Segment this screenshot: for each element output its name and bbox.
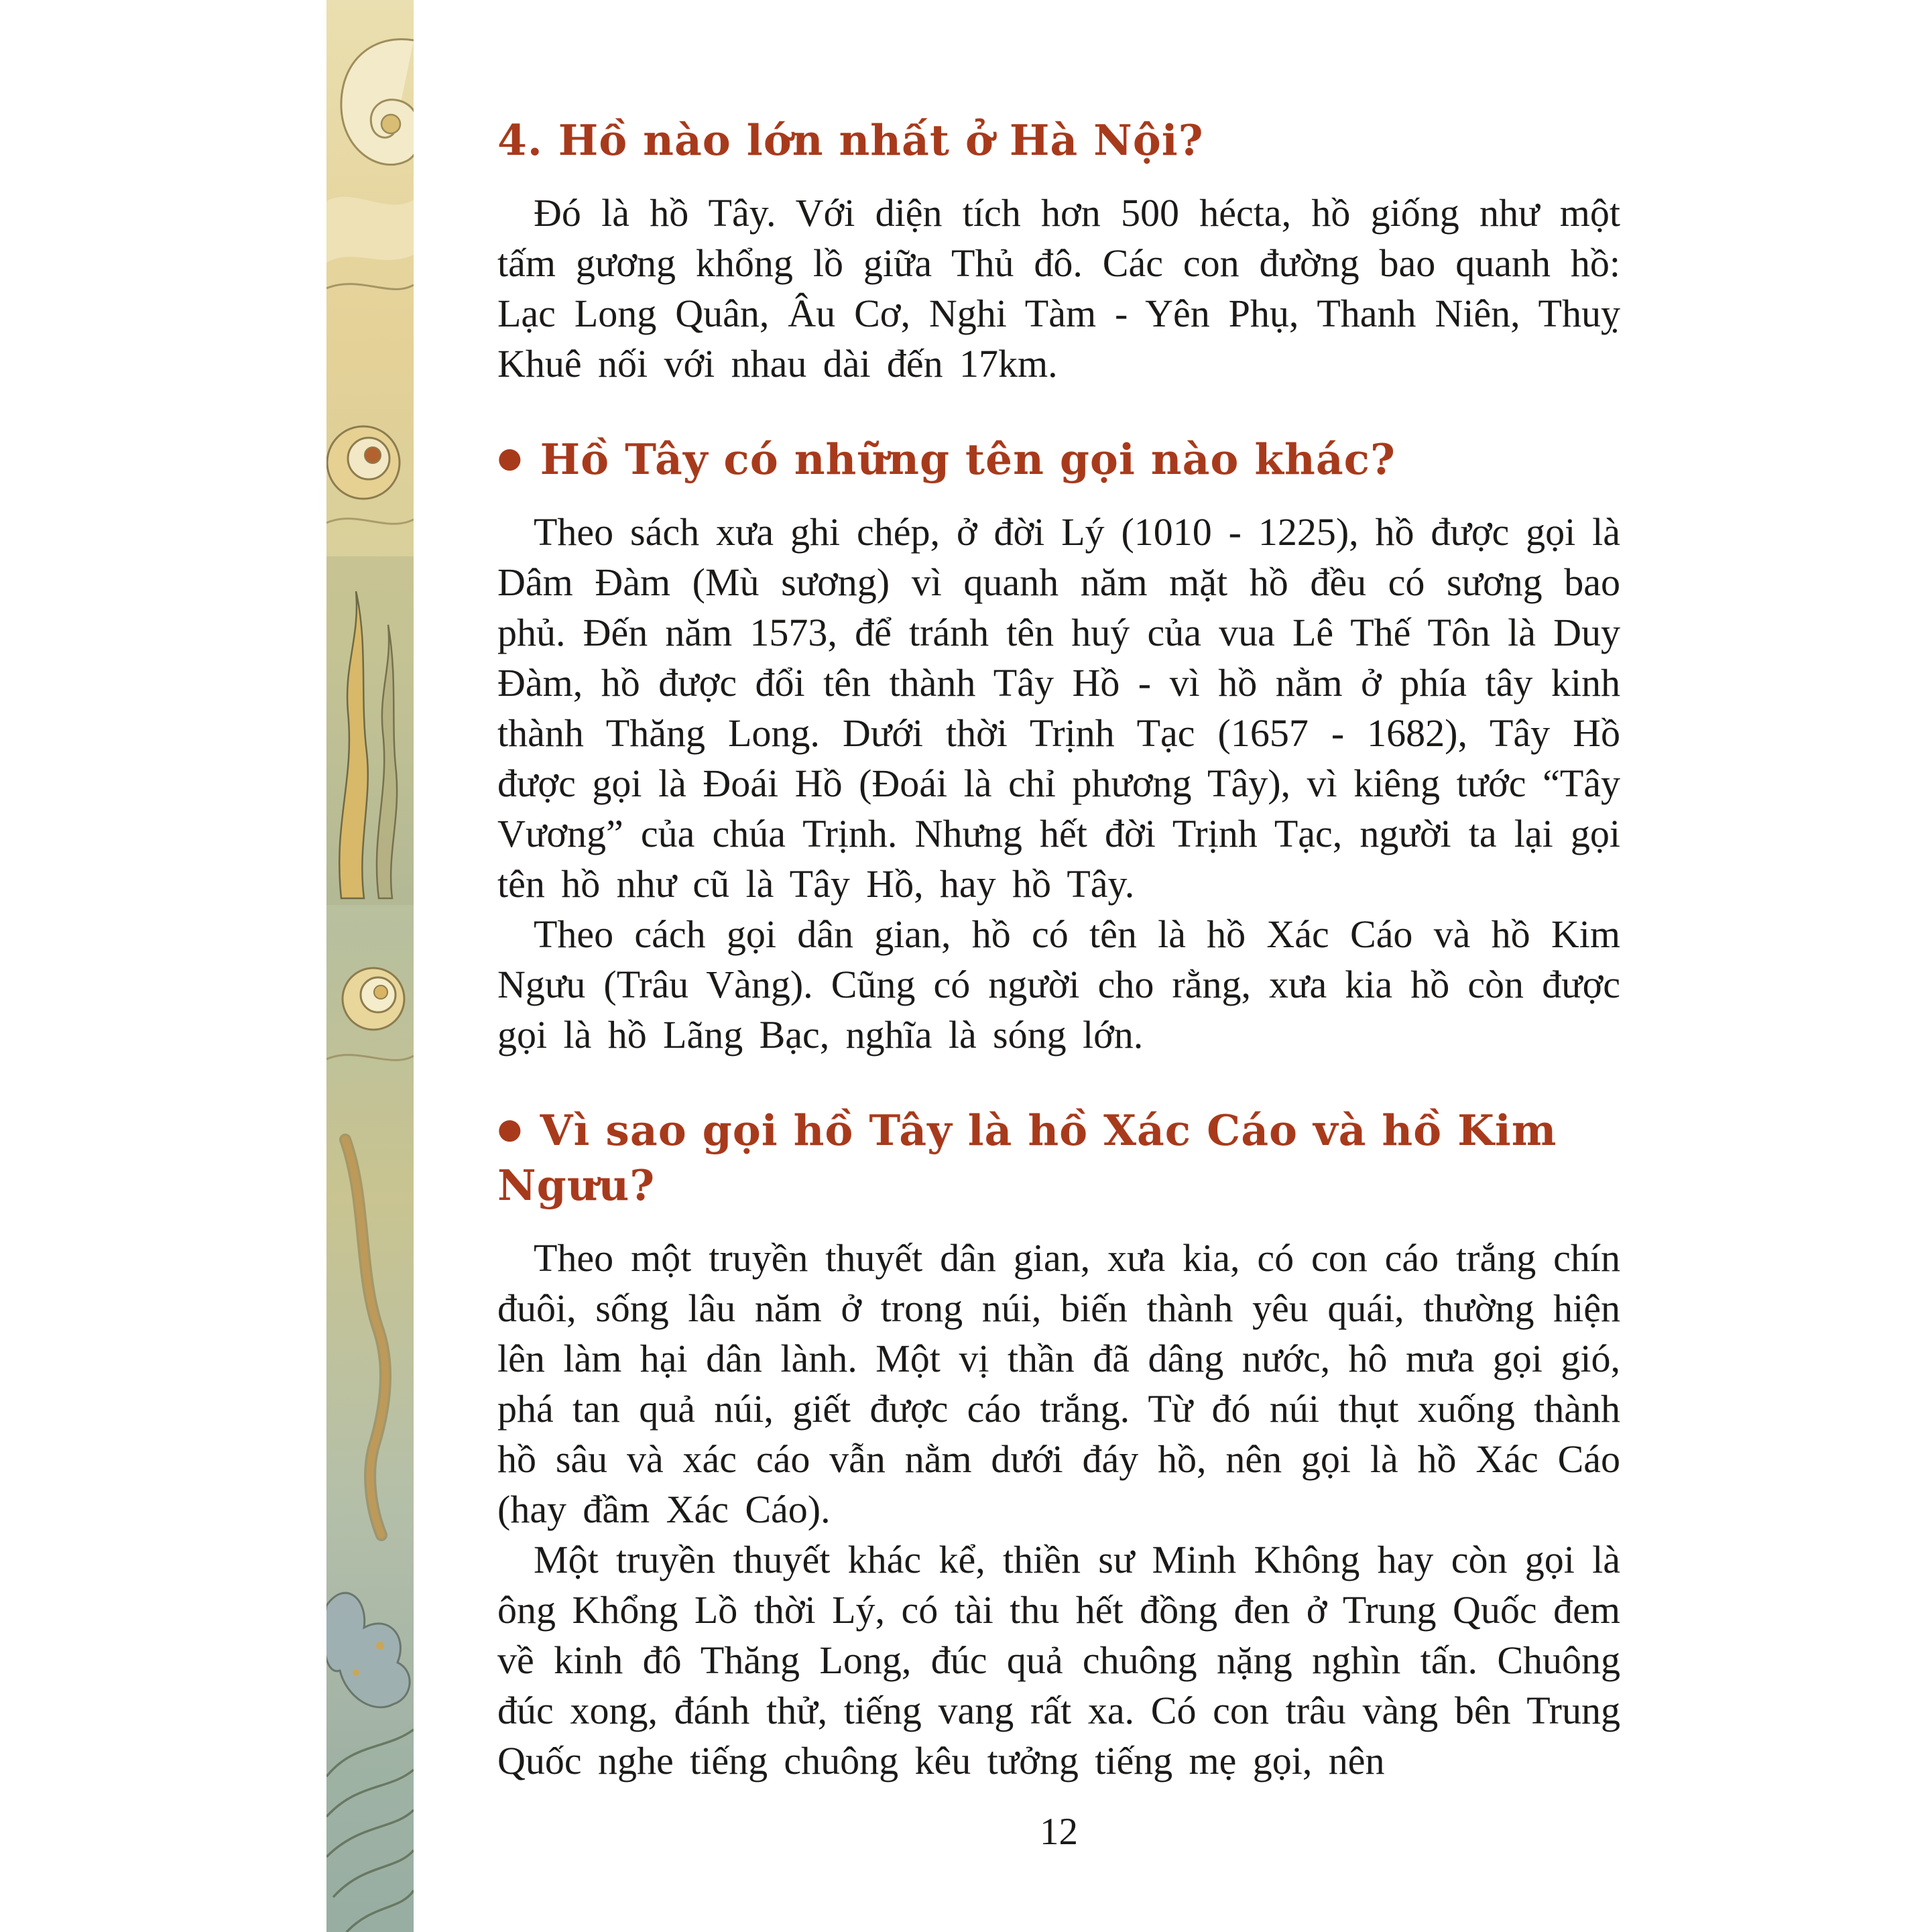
section-heading-text: 4. Hồ nào lớn nhất ở Hà Nội? [497,115,1204,165]
page-number: 12 [1040,1811,1078,1853]
section-heading-other-names [497,430,1620,487]
section-heading-why-names [497,1101,1620,1213]
section-heading-text: Vì sao gọi hồ Tây là hồ Xác Cáo và hồ Kim Ngưu? [497,1105,1557,1210]
paragraph-buffalo-legend: Một truyền thuyết khác kể, thiền sư Minh Không hay còn gọi là ông Khổng Lồ thời Lý, có tài thu hết đồng đen ở Trung Quốc đem về kinh đô Thăng Long, đúc quả chuông nặng nghìn tấn. Chuông đúc xong, đánh thử, tiếng vang rất xa. Có con trâu vàng bên Trung Quốc nghe tiếng chuông kêu tưởng tiếng mẹ gọi, nên [497,1538,1620,1783]
decorative-border [326,0,414,1932]
bullet-icon: ● [497,441,523,474]
section-heading-largest-lake [497,113,1620,168]
bullet-icon: ● [497,1112,523,1145]
paragraph-historic-names: Theo sách xưa ghi chép, ở đời Lý (1010 - 1225), hồ được gọi là Dâm Đàm (Mù sương) vì quanh năm mặt hồ đều có sương bao phủ. Đến năm 1573, để tránh tên huý của vua Lê Thế Tôn là Duy Đàm, hồ được đổi tên thành Tây Hồ - vì hồ nằm ở phía tây kinh thành Thăng Long. Dưới thời Trịnh Tạc (1657 - 1682), Tây Hồ được gọi là Đoái Hồ (Đoái là chỉ phương Tây), vì kiêng tước “Tây Vương” của chúa Trịnh. Nhưng hết đời Trịnh Tạc, người ta lại gọi tên hồ như cũ là Tây Hồ, hay hồ Tây. [497,510,1620,906]
section-heading-text: Hồ Tây có những tên gọi nào khác? [540,434,1396,484]
watercolor-border-art [326,0,414,1932]
paragraph-folk-names: Theo cách gọi dân gian, hồ có tên là hồ Xác Cáo và hồ Kim Ngưu (Trâu Vàng). Cũng có người cho rằng, xưa kia hồ còn được gọi là hồ Lãng Bạc, nghĩa là sóng lớn. [497,912,1620,1056]
paragraph-lake-description: Đó là hồ Tây. Với diện tích hơn 500 hécta, hồ giống như một tấm gương khổng lồ giữa Thủ đô. Các con đường bao quanh hồ: Lạc Long Quân, Âu Cơ, Nghi Tàm - Yên Phụ, Thanh Niên, Thuỵ Khuê nối với nhau dài đến 17km. [497,191,1620,385]
paragraph-fox-legend: Theo một truyền thuyết dân gian, xưa kia, có con cáo trắng chín đuôi, sống lâu năm ở trong núi, biến thành yêu quái, thường hiện lên làm hại dân lành. Một vị thần đã dâng nước, hô mưa gọi gió, phá tan quả núi, giết được cáo trắng. Từ đó núi thụt xuống thành hồ sâu và xác cáo vẫn nằm dưới đáy hồ, nên gọi là hồ Xác Cáo (hay đầm Xác Cáo). [497,1236,1620,1531]
text-column [497,94,1620,1786]
